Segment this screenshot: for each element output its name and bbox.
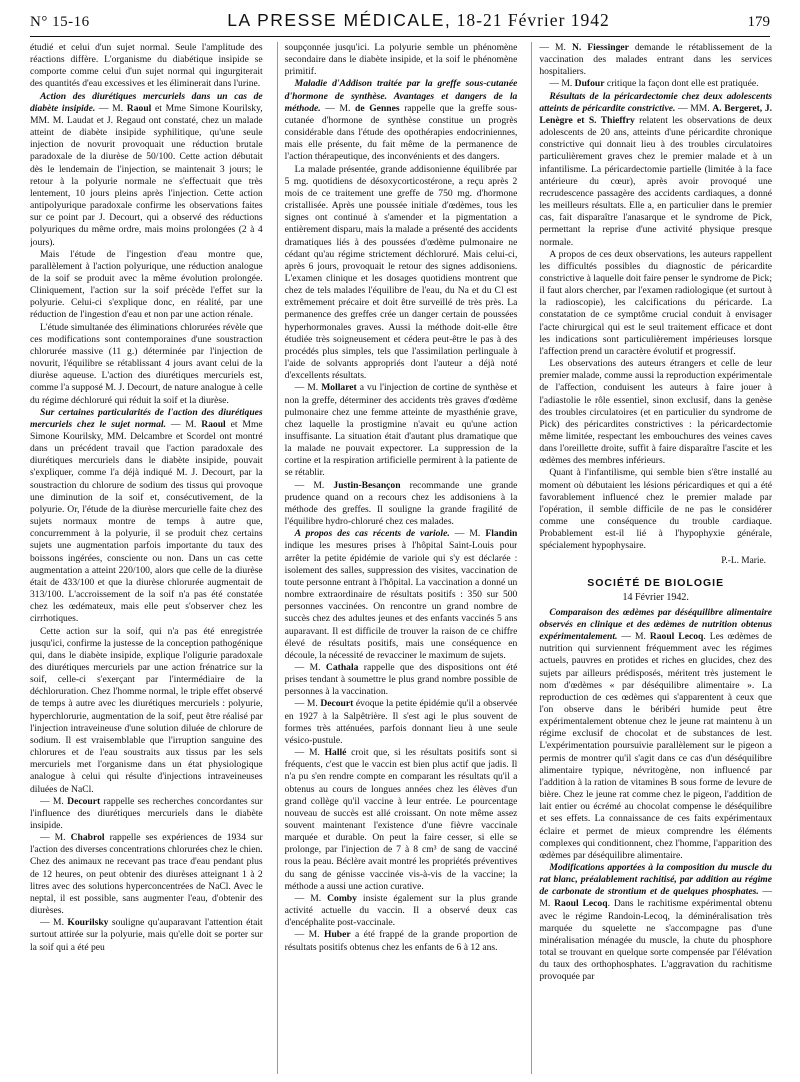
author-name: N. Fiessinger <box>571 42 629 53</box>
lead-text: — M. <box>294 747 325 759</box>
lead-text: — M. <box>166 418 202 430</box>
paragraph <box>539 91 772 249</box>
paragraph <box>539 358 772 467</box>
paragraph-text: relatent les observations de deux adolescents de 20 ans, atteints d'une péricardite chronique constrictive qui donnait lieu à des troubles circulatoires particulièrement graves chez le premier malade et à un infantilisme. La péricardectomie partielle (limitée à la face antérieure du cœur), après avoir provoqué une recrudescence passagère des accidents cardiaques, a donné les meilleurs résultats. Elle a, en particulier dans le premier cas, fait disparaître l'anasarque et le syndrome de Pick, permettant la reprise d'une activité physique presque normale. <box>539 114 772 248</box>
paragraph-text: a été frappé de la grande proportion de résultats positifs obtenus chez les enfants de 6 à 12 ans. <box>284 929 518 953</box>
paragraph <box>539 467 772 552</box>
lead-text: — M. <box>95 102 127 114</box>
paragraph <box>285 929 518 953</box>
paragraph <box>285 698 518 747</box>
lead-text: — M. <box>539 42 572 53</box>
paragraph-text: insiste également sur la plus grande activité actuelle du vaccin. Il a observé deux cas d'encéphalite post-vaccinale. <box>284 892 518 929</box>
page-header <box>30 10 770 37</box>
page-number: 179 <box>747 14 770 30</box>
paragraph <box>30 796 263 832</box>
paper-title: Sur certaines particularités de l'action des diurétiques mercuriels chez le sujet normal. <box>30 406 263 430</box>
author-name: Comby <box>327 892 357 904</box>
paragraph <box>285 382 518 479</box>
lead-text: — MM. <box>675 102 713 114</box>
column-right-lower <box>539 607 772 984</box>
paragraph-text: L'étude simultanée des éliminations chlorurées révèle que ces modifications sont contemporaines d'une soustraction chlorurée massive (11 g.) déterminée par l'injection de novurit, l'équilibre se rétablissant 4 jours avant celui de la diurèse aqueuse. L'action des diurétiques mercuriels est, comme l'a supposé M. J. Decourt, de nature analogue à celle du régime déchloruré qui réduit la soif et la diurèse. <box>30 321 263 406</box>
running-title <box>227 10 610 31</box>
lead-text: — M. <box>40 795 68 807</box>
paragraph <box>285 480 518 529</box>
paragraph-text: étudié et celui d'un sujet normal. Seule l'amplitude des réactions diffère. L'organisme du diabétique insipide se comporte comme celui d'un sujet normal qui ingurgiterait des quantités d'eau excessives et les éliminerait dans l'urine. <box>30 42 263 90</box>
paragraph-text: . Dans le rachitisme expérimental obtenu avec le régime Randoin-Lecoq, la déminéralisation très marquée du squelette ne s'accompagne pas d'une minéralisation ménagée du muscle, la chute du phosphore total se trouvant en quelque sorte compensée par l'élévation du taux des orthophosphates. L'aggravation du rachitisme provoquée par <box>539 898 772 983</box>
lead-text: — M. <box>40 917 68 929</box>
paragraph <box>30 249 263 322</box>
paragraph <box>539 249 772 358</box>
paragraph <box>539 607 772 862</box>
section-date: 14 Février 1942. <box>622 591 689 603</box>
paragraph-text: évoque la petite épidémie qu'il a observée en 1927 à la Salpêtrière. Il s'est agi le plus souvent de formes très atténuées, parfois donnant lieu à une seule vésico-pustule. <box>284 698 518 746</box>
author-name: Chabrol <box>70 832 105 844</box>
paragraph <box>30 407 263 626</box>
author-name: Raoul <box>201 418 226 430</box>
paper-title: A propos des cas récents de variole. <box>294 528 450 540</box>
paragraph-text: Quant à l'infantilisme, qui semble bien s'être installé au moment où débutaient les lésions péricardiques et qui a été favorablement influencé chez le premier malade par l'opération, il semble difficile de ne pas le considérer comme une conséquence du trouble cardiaque. Probablement est-il lié à l'hypophyxie générale, spécialement hypophysaire. <box>539 467 772 552</box>
author-name: Decourt <box>320 698 354 710</box>
paragraph <box>30 91 263 249</box>
paragraph-text: rappelle que des dispositions ont été prises tendant à soumettre le plus grand nombre possible de personnes à la vaccination. <box>284 661 518 698</box>
column-middle <box>277 42 518 1074</box>
author-name: Flandin <box>485 528 518 540</box>
author-name: Decourt <box>67 795 101 807</box>
paragraph-text: souligne qu'auparavant l'attention était surtout attirée sur la polyurie, mais qu'elle doit se porter sur la soif qui a été peu <box>30 917 263 953</box>
issue-date: 18-21 Février 1942 <box>456 10 610 30</box>
author-signature: P.-L. Marie. <box>721 555 767 566</box>
lead-text: — M. <box>617 631 650 643</box>
paper-title: Résultats de la péricardectomie chez deux adolescents atteints de péricardite constrictive. <box>539 90 772 114</box>
paper-title: Modifications apportées à la composition du muscle du rat blanc, préalablement rachitisé, par addition au régime de carbonate de strontium et de quelques phosphates. <box>539 862 772 898</box>
author-name: Mollaret <box>321 382 357 394</box>
paragraph-text: Mais l'étude de l'ingestion d'eau montre que, parallèlement à l'action polyurique, une réduction analogue de la soif se produit avec la même évolution prolongée. Cliniquement, l'action sur la soif précède l'effet sur la polyurie. Celui-ci s'explique donc, en réalité, par une réduction de l'ingestion d'eau et non par une action rénale. <box>30 248 263 321</box>
paper-title: Action des diurétiques mercuriels dans un cas de diabète insipide. <box>30 90 263 114</box>
author-name: Raoul <box>126 102 152 114</box>
paragraph-text: . Les œdèmes de nutrition qui surviennent fréquemment avec les régimes actuels, pauvres en protides et riches en glucides, chez des sujets par ailleurs prédisposés, méritent très justement le nom d'œdèmes « par déséquilibre alimentaire ». La reproduction de ces œdèmes qui s'apparentent à ceux que l'on observe dans le béribéri humide peut être expérimentalement obtenue chez le jeune rat maintenu à un régime exclusif de chocolat et de substances de lest. L'expérimentation poursuivie parallèlement sur le pigeon a permis de montrer qu'il s'agit dans ce cas d'un déséquilibre alimentaire typique, névritogène, non influencé par l'addition à la ration de vitamines B sous forme de levure de bière. Chez le jeune rat comme chez le pigeon, l'addition de lait entier ou écrémé au chocolat compense le déséquilibre et ses effets. La connaissance de ces faits expérimentaux éclaire et permet de mieux comprendre les éléments complexes qui conditionnent, chez l'homme, l'apparition des œdèmes par déséquilibre alimentaire. <box>539 631 772 861</box>
paragraph-text: demande le rétablissement de la vaccination des malades entrant dans les services hospitaliers. <box>539 42 772 78</box>
paragraph-text: a vu l'injection de cortine de synthèse et non la greffe, déterminer des accidents très graves d'œdème pulmonaire chez une femme atteinte de myasthénie grave, chez laquelle la prostigmine n'avait eu qu'une action insuffisante. La situation était d'autant plus dramatique que la malade ne pouvait expectorer. La suppression de la cortine et la respiration artificielle permirent à la patiente de se rétablir. <box>284 382 518 479</box>
paragraph-text: indique les mesures prises à l'hôpital Saint-Louis pour arrêter la petite épidémie de variole qui s'y est déclarée : isolement des salles, suppression des visites, vaccination de toute personne entrant à l'hôpital. La vaccination a donné un nombre extraordinaire de résultats positifs : 350 sur 500 personnes vaccinées. On rencontre un grand nombre de succès chez des adultes jeunes et des enfants vaccinés 5 ans auparavant. Il est difficile de trouver la raison de ce chiffre élevé de résultats positifs, mais une conséquence en découle, la nécessité de revacciner le maximum de sujets. <box>284 540 518 661</box>
author-name: Kourilsky <box>67 917 109 929</box>
journal-name: LA PRESSE MÉDICALE, <box>227 10 452 30</box>
paragraph-text: rappelle que la greffe sous-cutanée d'hormone de synthèse constitue un progrès considérable dans l'étude des opothérapies endocriniennes, mais elle présente, du fait même de la permanence de l'action thérapeutique, des inconvénients et des dangers. <box>284 102 518 163</box>
section-heading: SOCIÉTÉ DE BIOLOGIE <box>587 576 725 589</box>
author-name: Raoul Lecoq <box>649 631 704 643</box>
lead-text: — M. <box>549 78 575 90</box>
author-name: Cathala <box>325 661 359 673</box>
article-body <box>30 42 772 1074</box>
paper-title: Comparaison des œdèmes par déséquilibre alimentaire observés en clinique et des œdèmes de nutrition obtenus expérimentalement. <box>539 606 772 643</box>
author-name: Raoul Lecoq <box>554 898 608 910</box>
paragraph <box>285 78 518 163</box>
column-right-upper <box>539 42 772 553</box>
lead-text: — M. <box>40 832 71 844</box>
lead-text: — M. <box>449 528 486 540</box>
paragraph <box>285 747 518 893</box>
lead-text: — M. <box>294 929 324 941</box>
paragraph <box>30 626 263 796</box>
paragraph-text: critique la façon dont elle est pratiquée. <box>604 78 759 90</box>
paragraph <box>539 78 772 90</box>
paragraph-text: rappelle ses expériences de 1934 sur l'action des diverses concentrations chlorurées chez le chien. Chez des animaux ne recevant pas trace d'eau pendant plus de 12 heures, on peut obtenir des diurèses atteignant 1 à 2 litres avec des solutions hyperconcentrées de NaCl. Avec le neptal, il est possible, sans augmenter l'eau, d'obtenir des diurèses. <box>30 832 263 917</box>
paragraph <box>539 42 772 78</box>
paragraph <box>285 893 518 929</box>
paragraph <box>30 832 263 917</box>
paragraph-text: A propos de ces deux observations, les auteurs rappellent les difficultés possibles du diagnostic de péricardite constrictive à laquelle doit faire penser le syndrome de Pick; il faut alors chercher, par l'examen radiologique (et surtout à la radioscopie), les calcifications du péricarde. La constatation de ce symptôme crucial conduit à envisager l'acte chirurgical qui est le seul traitement efficace et dont les indications sont particulièrement impérieuses lorsque l'affection prend un caractère évolutif et progressif. <box>539 248 772 357</box>
lead-text: — M. <box>294 479 334 491</box>
author-name: de Gennes <box>355 102 400 114</box>
lead-text: — M. <box>539 886 772 910</box>
paragraph-text: Les observations des auteurs étrangers et celle de leur premier malade, comme aussi la reproduction expérimentale de l'affection, conduisent les auteurs à faire jouer à l'adiastolie le rôle essentiel, sinon exclusif, dans la genèse des troubles circulatoires (et en particulier du syndrome de Pick) des péricardites constrictives : la péricardectomie même limitée, respectant les embouchures des veines caves dans l'oreillette droite, suffit à faire disparaître l'ascite et les œdèmes des membres inférieurs. <box>539 358 772 467</box>
paragraph-text: rappelle ses recherches concordantes sur l'influence des diurétiques mercuriels dans le diabète insipide. <box>30 795 263 831</box>
paragraph-text: soupçonnée jusqu'ici. La polyurie semble un phénomène secondaire dans le diabète insipide, et la soif le phénomène primitif. <box>284 42 518 78</box>
lead-text: — M. <box>294 892 328 904</box>
paragraph-text: recommande une grande prudence quand on a recours chez les addisoniens à la méthode des greffes. Il souligne la grande fragilité de l'équilibre hydro-chloruré chez ces malades. <box>284 479 518 528</box>
paragraph-text: croit que, si les résultats positifs sont si fréquents, c'est que le vaccin est bien plus actif que jadis. Il n'a pu s'en rendre compte en comparant les résultats qu'il a obtenus au cours de longues années chez les élèves d'un grand collège qu'il vaccine à leur entrée. Le pourcentage nouveau de succès est allé croissant. On note même assez souvent maintenant l'existence d'une fièvre vaccinale marquée et durable. On peut la faire cesser, si elle se prolonge, par l'injection de 7 à 8 cm³ de sang de vacciné rous la peau. Béclère avait montré les propriétés préventives du sang de génisse vaccinée vis-à-vis de la vaccine; la méthode a aussi une action curative. <box>284 747 518 892</box>
paragraph-text: Cette action sur la soif, qui n'a pas été enregistrée jusqu'ici, confirme la justesse de la conception pathogénique qui, dans le diabète insipide, explique l'oligurie paradoxale des diurétiques mercuriels par une action frénatrice sur la soif, celle-ci s'exerçant par l'intermédiaire de la déchloruration. Chez l'homme normal, le triple effet observé de temps à autre avec les diurétiques mercuriels : polyurie, hyperchlorurie, augmentation de la soif, peut être réalisé par l'injection intraveineuse d'une solution diluée de chlorure de sodium. Il est vraisemblable que l'irruption sanguine des chlorures et de l'eau soustraits aux tissus par les sels mercuriels met l'organisme dans un état physiologique analogue à celui qui résulte d'injections intraveineuses diluées de NaCl. <box>30 625 263 795</box>
paragraph <box>285 528 518 662</box>
paragraph <box>30 322 263 407</box>
author-name: Dufour <box>574 78 605 90</box>
author-name: Hallé <box>324 747 347 759</box>
paragraph <box>30 917 263 953</box>
paragraph <box>539 862 772 984</box>
paragraph <box>30 42 263 91</box>
author-name: Huber <box>323 929 351 941</box>
paper-title: Maladie d'Addison traitée par la greffe sous-cutanée d'hormone de synthèse. Avantages et dangers de la méthode. <box>284 78 518 114</box>
lead-text: — M. <box>294 661 326 673</box>
lead-text: — M. <box>294 382 322 394</box>
paragraph <box>285 42 518 78</box>
lead-text: — M. <box>320 102 356 114</box>
paragraph-text: et Mme Simone Kourilsky, MM. M. Laudat et J. Regaud ont constaté, chez un malade atteint de diabète insipide syphilitique, qu'une seule injection de novurit provoquait une réduction brutale paradoxale de la diurèse de 50/100. Cette action débutait dès le lendemain de l'injection, se maintenait 3 jours; le retour à la polyurie normale ne s'effectuait que très lentement, 10 jours pleins après l'injection. Cette action antipolyurique paradoxale confirme les observations faites sur ce point par J. Decourt, qui a observé des réductions polyuriques du même ordre, mais moins prolongées (2 à 4 jours). <box>30 102 263 248</box>
paragraph-text: et Mme Simone Kourilsky, MM. Delcambre et Scordel ont montré dans un précédent travail que l'action paradoxale des diurétiques mercuriels dans le diabète insipide, pouvait s'expliquer, comme l'a déjà indiqué M. J. Decourt, par la soustraction du chlorure de sodium des tissus qui provoque une diminution de la soif et, consécutivement, de la polyurie. Or, l'étude de la diurèse mercurielle faite chez des sujets normaux montre de temps à autre que, concurremment à la polyurie, il se produit chez certains sujets une augmentation parfois importante du taux des boissons ingérées, consciente ou non. Dans un cas cette augmentation a atteint 220/100, alors que celle de la diurèse était de 433/100 et que la diurèse chlorurée augmentait de 313/100. L'accroissement de la soif n'a pas été constatée chez les œdémateux, mais elle peut s'observer chez les cirrhotiques. <box>30 418 263 625</box>
column-left <box>30 42 263 1074</box>
issue-number: N° 15-16 <box>30 14 90 30</box>
paragraph <box>285 662 518 698</box>
author-name: Justin-Besançon <box>333 479 401 491</box>
paragraph-text: La malade présentée, grande addisonienne équilibrée par 5 mg. quotidiens de désoxycorticostérone, a reçu après 2 mois de ce traitement une greffe de 750 mg. d'hormone cristallisée. Après une poussée initiale d'œdèmes, tous les signes ont continué à s'amender et la pigmentation a entièrement disparu, mais la malade a présenté des accidents dramatiques liés à des poussées d'œdème pulmonaire ne cédant qu'au régime strictement déchloruré. Mais celui-ci, après 6 jours, provoquait le retour des signes addisoniens. L'examen clinique et les dosages quotidiens montrent que chez de tels malades l'équilibre de l'eau, du Na et du Cl est extrêmement précaire et doit être surveillé de très près. La permanence des greffes crée un danger certain de poussées hyperhormonales graves. Aussi la méthode doit-elle être étudiée très soigneusement et cédera peut-être le pas à des procédés plus simples, tels que l'assimilation perlinguale à l'aide de solvants appropriés dont l'auteur a déjà noté d'excellents résultats. <box>284 163 518 382</box>
lead-text: — M. <box>294 698 321 710</box>
column-right <box>531 42 772 1074</box>
paragraph <box>285 164 518 383</box>
author-name: A. Bergeret, J. Lenègre et S. Thieffry <box>539 102 772 126</box>
